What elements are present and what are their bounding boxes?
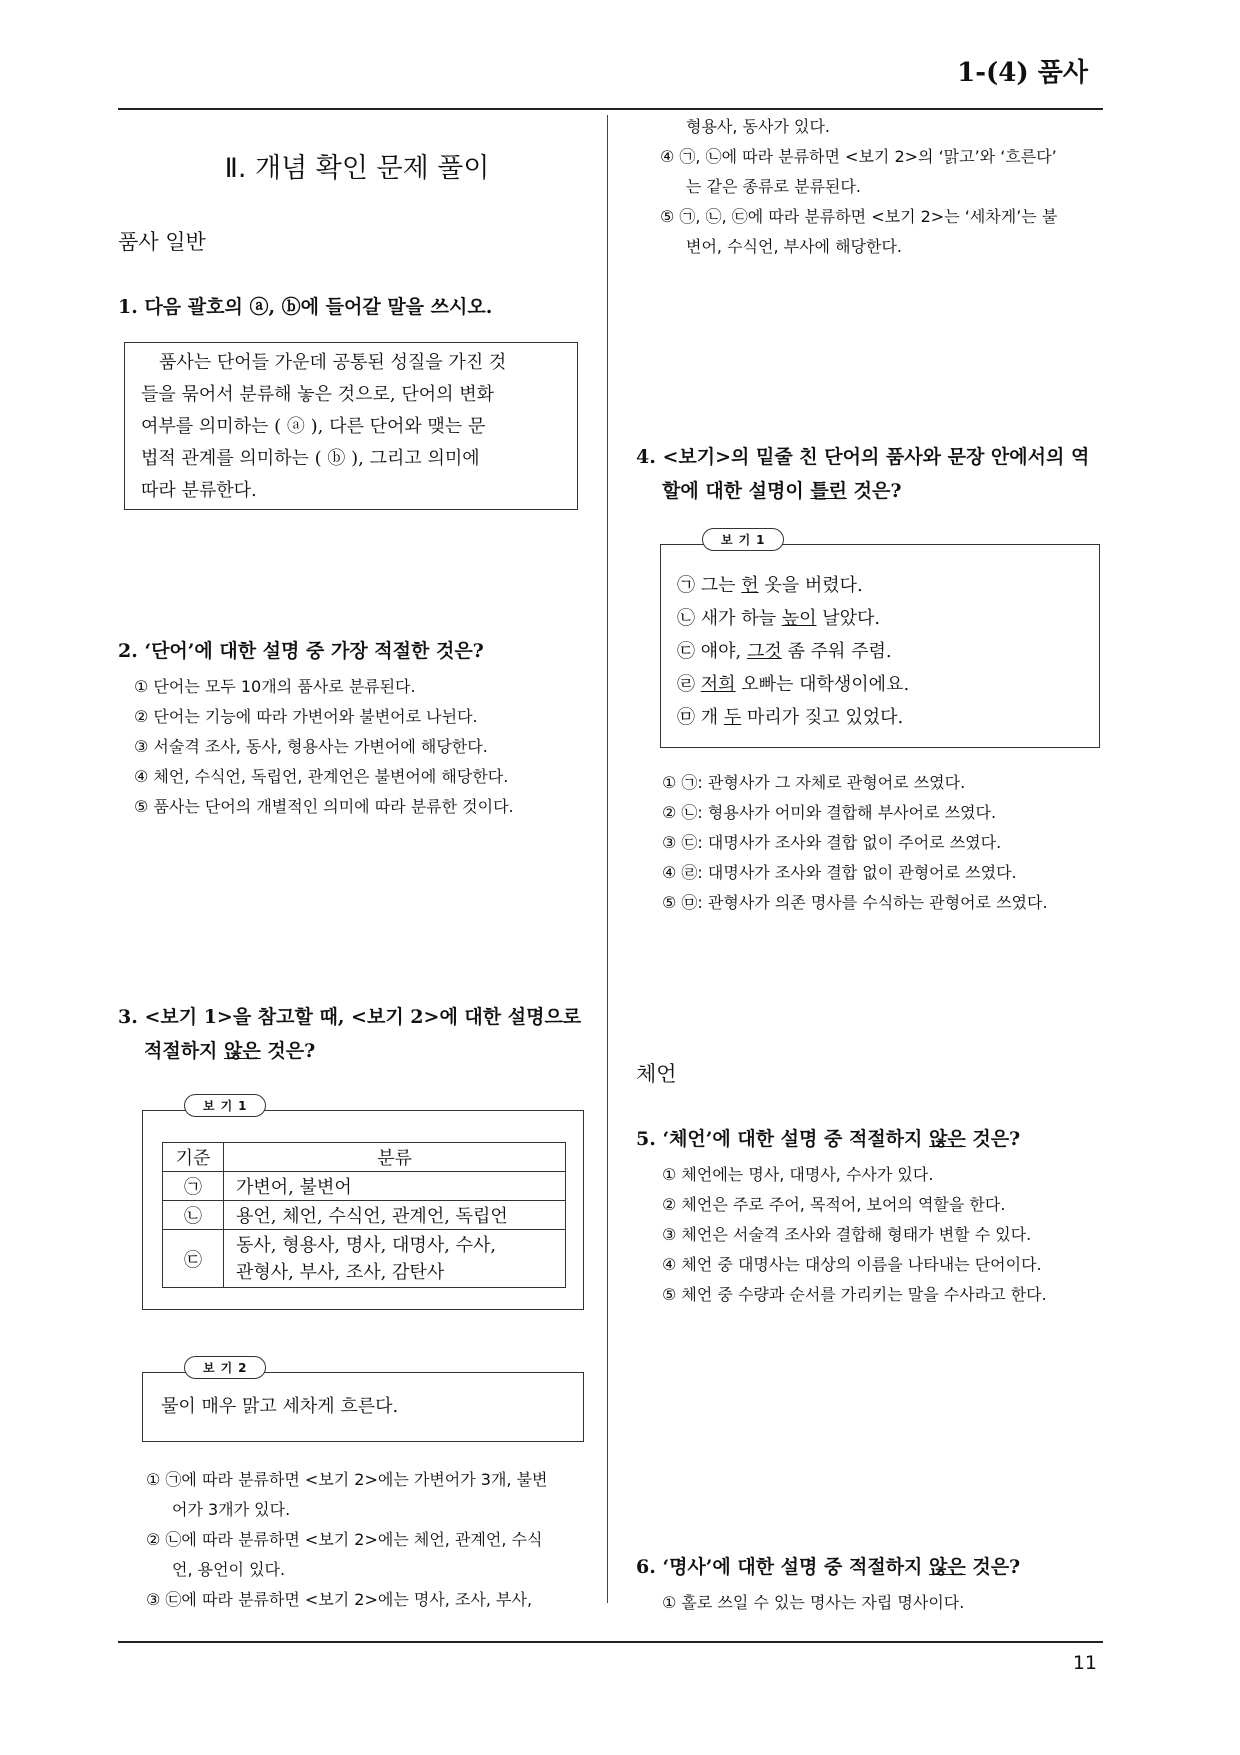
example-sentence [677,635,1083,668]
example-sentence [677,701,1083,734]
option-line: 는 같은 종류로 분류된다. [686,177,861,196]
subhead-nominal: 체언 [636,1062,677,1086]
q5-underlined: 않은 [929,1128,966,1150]
q3-underlined: 않은 [224,1040,261,1062]
option-line: 어가 3개가 있다. [172,1500,291,1519]
q3-text: 것은? [260,1040,316,1062]
example-sentence [677,668,1083,701]
table-header: 분류 [224,1143,566,1172]
option-line: ⑤ ㉠, ㉡, ㉢에 따라 분류하면 <보기 2>는 ‘세차게’는 불 [660,207,1058,226]
sentence-text: ㉠ 그는 [677,575,742,596]
sentence-text: ㉣ [677,674,701,695]
option-line: 형용사, 동사가 있다. [686,117,830,136]
section-title: Ⅱ. 개념 확인 문제 풀이 [224,153,490,184]
option[interactable]: ⑤ ㉤: 관형사가 의존 명사를 수식하는 관형어로 쓰였다. [662,893,1048,912]
option[interactable] [146,1465,586,1525]
option[interactable] [146,1585,586,1615]
sentence-text: ㉤ 개 [677,707,724,728]
option[interactable]: ① 체언에는 명사, 대명사, 수사가 있다. [662,1165,934,1184]
q4-example-box [660,544,1100,748]
q3-box2 [142,1372,584,1442]
underlined-word: 높이 [781,608,817,629]
box-label: 보기1 [702,528,784,551]
table-cell-line: 동사, 형용사, 명사, 대명사, 수사, [236,1234,497,1256]
sentence-text: 날았다. [816,608,881,629]
table-cell [224,1230,566,1288]
q4-underlined: 틀린 [810,480,848,502]
passage-line: 품사는 단어들 가운데 공통된 성질을 가진 것 [159,352,507,373]
option-line: 언, 용언이 있다. [172,1560,286,1579]
option[interactable]: ② 체언은 주로 주어, 목적어, 보어의 역할을 한다. [662,1195,1006,1214]
option[interactable]: ③ 체언은 서술격 조사와 결합해 형태가 변할 수 있다. [662,1225,1032,1244]
question-4-line1: 4. <보기>의 밑줄 친 단어의 품사와 문장 안에서의 역 [636,446,1090,468]
option-line: ④ ㉠, ㉡에 따라 분류하면 <보기 2>의 ‘맑고’와 ‘흐른다’ [660,147,1057,166]
underlined-word: 그것 [746,641,782,662]
box1-label: 보기1 [184,1094,266,1117]
passage-line: 여부를 의미하는 ( ⓐ ), 다른 단어와 맺는 문 [141,416,486,437]
option[interactable] [660,202,1100,262]
table-header: 기준 [163,1143,224,1172]
passage-line: 들을 묶어서 분류해 놓은 것으로, 단어의 변화 [141,384,495,405]
option[interactable]: ⑤ 체언 중 수량과 순서를 가리키는 말을 수사라고 한다. [662,1285,1047,1304]
q6-options [662,1588,964,1618]
option[interactable]: ② 단어는 기능에 따라 가변어와 불변어로 나뉜다. [134,707,478,726]
option[interactable]: ③ 서술격 조사, 동사, 형용사는 가변어에 해당한다. [134,737,488,756]
box2-sentence: 물이 매우 맑고 세차게 흐른다. [161,1396,399,1417]
q4-text: 것은? [847,480,902,502]
option[interactable] [660,142,1100,202]
question-4 [636,440,1089,508]
column-divider [607,115,608,1603]
example-sentence [677,569,1083,602]
sentence-text: 좀 주워 주렴. [781,641,892,662]
question-6 [636,1550,1020,1584]
footer-rule [118,1641,1103,1643]
option[interactable]: ① 단어는 모두 10개의 품사로 분류된다. [134,677,416,696]
table-cell-key: ㉡ [163,1201,224,1230]
question-5 [636,1122,1020,1156]
sentence-text: 오빠는 대학생이에요. [735,674,910,695]
table-cell: 용언, 체언, 수식언, 관계언, 독립언 [224,1201,566,1230]
q5-text: 것은? [965,1128,1021,1150]
q4-options [662,768,1048,918]
question-3-line2 [118,1034,581,1068]
chapter-title: 1-(4) 품사 [957,58,1088,88]
passage-line: 법적 관계를 의미하는 ( ⓑ ), 그리고 의미에 [141,448,480,469]
question-2: 2. ‘단어’에 대한 설명 중 가장 적절한 것은? [118,640,484,662]
option-line: ② ㉡에 따라 분류하면 <보기 2>에는 체언, 관계언, 수식 [146,1530,543,1549]
question-3-line1: 3. <보기 1>을 참고할 때, <보기 2>에 대한 설명으로 [118,1006,582,1028]
sentence-text: ㉡ 새가 하늘 [677,608,782,629]
table-cell: 가변어, 불변어 [224,1172,566,1201]
option-line: 변어, 수식언, 부사에 해당한다. [686,237,902,256]
q2-options [134,672,514,822]
option[interactable]: ③ ㉢: 대명사가 조사와 결합 없이 주어로 쓰였다. [662,833,1002,852]
underlined-word: 저희 [700,674,736,695]
question-3 [118,1000,581,1068]
example-sentence [677,602,1083,635]
q3-text: 적절하지 [144,1040,225,1062]
q6-underlined: 않은 [929,1556,966,1578]
option[interactable]: ④ ㉣: 대명사가 조사와 결합 없이 관형어로 쓰였다. [662,863,1017,882]
q6-text: 6. ‘명사’에 대한 설명 중 적절하지 [636,1556,930,1578]
q4-text: 할에 대한 설명이 [662,480,811,502]
q1-passage-box [124,342,578,510]
table-cell-line: 관형사, 부사, 조사, 감탄사 [236,1261,445,1283]
q5-options [662,1160,1047,1310]
page-number: 11 [1072,1652,1097,1674]
table-cell-key: ㉢ [163,1230,224,1288]
passage-line: 따라 분류한다. [141,480,257,501]
option[interactable]: ⑤ 품사는 단어의 개별적인 의미에 따라 분류한 것이다. [134,797,514,816]
option[interactable] [146,1525,586,1585]
option[interactable]: ④ 체언 중 대명사는 대상의 이름을 나타내는 단어이다. [662,1255,1042,1274]
q5-text: 5. ‘체언’에 대한 설명 중 적절하지 [636,1128,930,1150]
q3-options-left [146,1465,586,1615]
question-4-line2 [636,474,1089,508]
option-line: ③ ㉢에 따라 분류하면 <보기 2>에는 명사, 조사, 부사, [146,1590,533,1609]
table-cell-key: ㉠ [163,1172,224,1201]
box2-label: 보기2 [184,1356,266,1379]
option[interactable]: ④ 체언, 수식언, 독립언, 관계언은 불변어에 해당한다. [134,767,509,786]
underlined-word: 헌 [741,575,759,596]
sentence-text: 마리가 짖고 있었다. [741,707,904,728]
underlined-word: 두 [723,707,742,728]
q3-options-right [660,112,1100,262]
question-1: 1. 다음 괄호의 ⓐ, ⓑ에 들어갈 말을 쓰시오. [118,296,493,318]
option[interactable]: ② ㉡: 형용사가 어미와 결합해 부사어로 쓰였다. [662,803,997,822]
option[interactable]: ① 홀로 쓰일 수 있는 명사는 자립 명사이다. [662,1593,965,1612]
sentence-text: ㉢ 얘야, [677,641,747,662]
sentence-text: 옷을 버렸다. [758,575,863,596]
subhead-pos-general: 품사 일반 [118,230,206,254]
q6-text: 것은? [965,1556,1021,1578]
option-line: ① ㉠에 따라 분류하면 <보기 2>에는 가변어가 3개, 불변 [146,1470,548,1489]
header-rule [118,108,1103,110]
criteria-table [162,1142,566,1288]
option[interactable]: ① ㉠: 관형사가 그 자체로 관형어로 쓰였다. [662,773,966,792]
